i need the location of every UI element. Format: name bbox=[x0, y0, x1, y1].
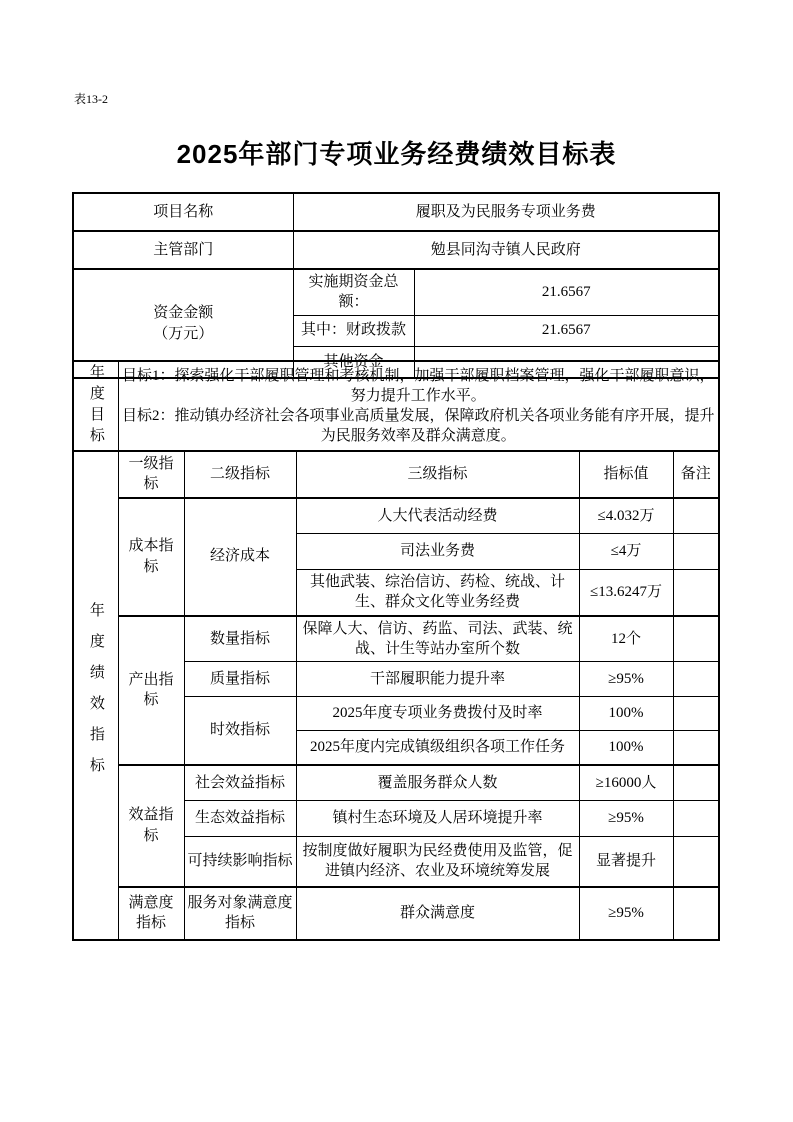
department-value: 勉县同沟寺镇人民政府 bbox=[293, 231, 719, 269]
header-level3: 三级指标 bbox=[296, 451, 579, 498]
table-row bbox=[73, 765, 719, 801]
funds-fiscal-value: 21.6567 bbox=[414, 315, 719, 346]
header-note: 备注 bbox=[673, 451, 719, 498]
table-row bbox=[73, 616, 719, 662]
indicator-name: 群众满意度 bbox=[296, 887, 579, 940]
level2-service-target: 服务对象满意度指标 bbox=[184, 887, 296, 940]
table-row bbox=[73, 887, 719, 940]
indicator-note bbox=[673, 616, 719, 662]
indicator-name: 2025年度内完成镇级组织各项工作任务 bbox=[296, 731, 579, 765]
project-name-label: 项目名称 bbox=[73, 193, 293, 231]
indicator-note bbox=[673, 801, 719, 837]
indicator-value: ≥95% bbox=[579, 801, 673, 837]
level1-satisfaction: 满意度指标 bbox=[118, 887, 184, 940]
annual-goal-content bbox=[118, 361, 719, 451]
indicator-value: 100% bbox=[579, 731, 673, 765]
level1-cost: 成本指标 bbox=[118, 498, 184, 616]
indicator-note bbox=[673, 662, 719, 697]
header-level1: 一级指标 bbox=[118, 451, 184, 498]
project-name-value: 履职及为民服务专项业务费 bbox=[293, 193, 719, 231]
perf-section-label-text: 年度绩效指标 bbox=[87, 602, 104, 789]
indicator-value: 显著提升 bbox=[579, 837, 673, 887]
indicator-note bbox=[673, 837, 719, 887]
indicator-value: ≥95% bbox=[579, 887, 673, 940]
funds-other-label: 其他资金 bbox=[293, 346, 414, 378]
level2-sustainability: 可持续影响指标 bbox=[184, 837, 296, 887]
perf-section-label bbox=[73, 451, 118, 940]
indicator-note bbox=[673, 731, 719, 765]
level1-benefit: 效益指标 bbox=[118, 765, 184, 887]
indicator-name: 2025年度专项业务费拨付及时率 bbox=[296, 697, 579, 731]
level1-output: 产出指标 bbox=[118, 616, 184, 765]
level2-ecological: 生态效益指标 bbox=[184, 801, 296, 837]
indicator-name: 人大代表活动经费 bbox=[296, 498, 579, 534]
level2-economic-cost: 经济成本 bbox=[184, 498, 296, 616]
funds-total-value: 21.6567 bbox=[414, 269, 719, 315]
header-value: 指标值 bbox=[579, 451, 673, 498]
indicator-value: ≤4.032万 bbox=[579, 498, 673, 534]
level2-quantity: 数量指标 bbox=[184, 616, 296, 662]
department-label: 主管部门 bbox=[73, 231, 293, 269]
funds-total-label: 实施期资金总额： bbox=[293, 269, 414, 315]
table-row bbox=[73, 498, 719, 534]
funds-label-line2: （万元） bbox=[153, 325, 214, 342]
indicator-note bbox=[673, 498, 719, 534]
performance-table bbox=[72, 450, 720, 941]
indicator-name: 其他武装、综治信访、药检、统战、计生、群众文化等业务经费 bbox=[296, 570, 579, 616]
indicator-name: 保障人大、信访、药监、司法、武装、统战、计生等站办室所个数 bbox=[296, 616, 579, 662]
indicator-note bbox=[673, 534, 719, 570]
goal-2: 目标2：推动镇办经济社会各项事业高质量发展，保障政府机关各项业务能有序开展，提升为民服务效率及群众满意度。 bbox=[121, 408, 715, 445]
level2-quality: 质量指标 bbox=[184, 662, 296, 697]
goal-1: 目标1：探索强化干部履职管理和考核机制，加强干部履职档案管理，强化干部履职意识，努力提升工作水平。 bbox=[121, 367, 715, 404]
indicator-name: 干部履职能力提升率 bbox=[296, 662, 579, 697]
indicator-note bbox=[673, 570, 719, 616]
annual-goal-label-text: 年度目标 bbox=[87, 364, 104, 448]
level2-social: 社会效益指标 bbox=[184, 765, 296, 801]
indicator-name: 镇村生态环境及人居环境提升率 bbox=[296, 801, 579, 837]
doc-tag: 表13-2 bbox=[74, 92, 108, 106]
header-level2: 二级指标 bbox=[184, 451, 296, 498]
indicator-note bbox=[673, 765, 719, 801]
info-table bbox=[72, 192, 720, 379]
level2-timeliness: 时效指标 bbox=[184, 697, 296, 765]
indicator-value: ≥95% bbox=[579, 662, 673, 697]
indicator-value: ≤4万 bbox=[579, 534, 673, 570]
indicator-name: 司法业务费 bbox=[296, 534, 579, 570]
indicator-note bbox=[673, 697, 719, 731]
indicator-value: 100% bbox=[579, 697, 673, 731]
annual-goal-table bbox=[72, 360, 720, 452]
page-title: 2025年部门专项业务经费绩效目标表 bbox=[176, 139, 617, 169]
indicator-value: 12个 bbox=[579, 616, 673, 662]
funds-fiscal-label: 其中：财政拨款 bbox=[293, 315, 414, 346]
indicator-name: 覆盖服务群众人数 bbox=[296, 765, 579, 801]
funds-label-line1: 资金金额 bbox=[153, 305, 214, 322]
indicator-name: 按制度做好履职为民经费使用及监管，促进镇内经济、农业及环境统筹发展 bbox=[296, 837, 579, 887]
indicator-value: ≤13.6247万 bbox=[579, 570, 673, 616]
indicator-value: ≥16000人 bbox=[579, 765, 673, 801]
indicator-note bbox=[673, 887, 719, 940]
annual-goal-label bbox=[73, 361, 118, 451]
